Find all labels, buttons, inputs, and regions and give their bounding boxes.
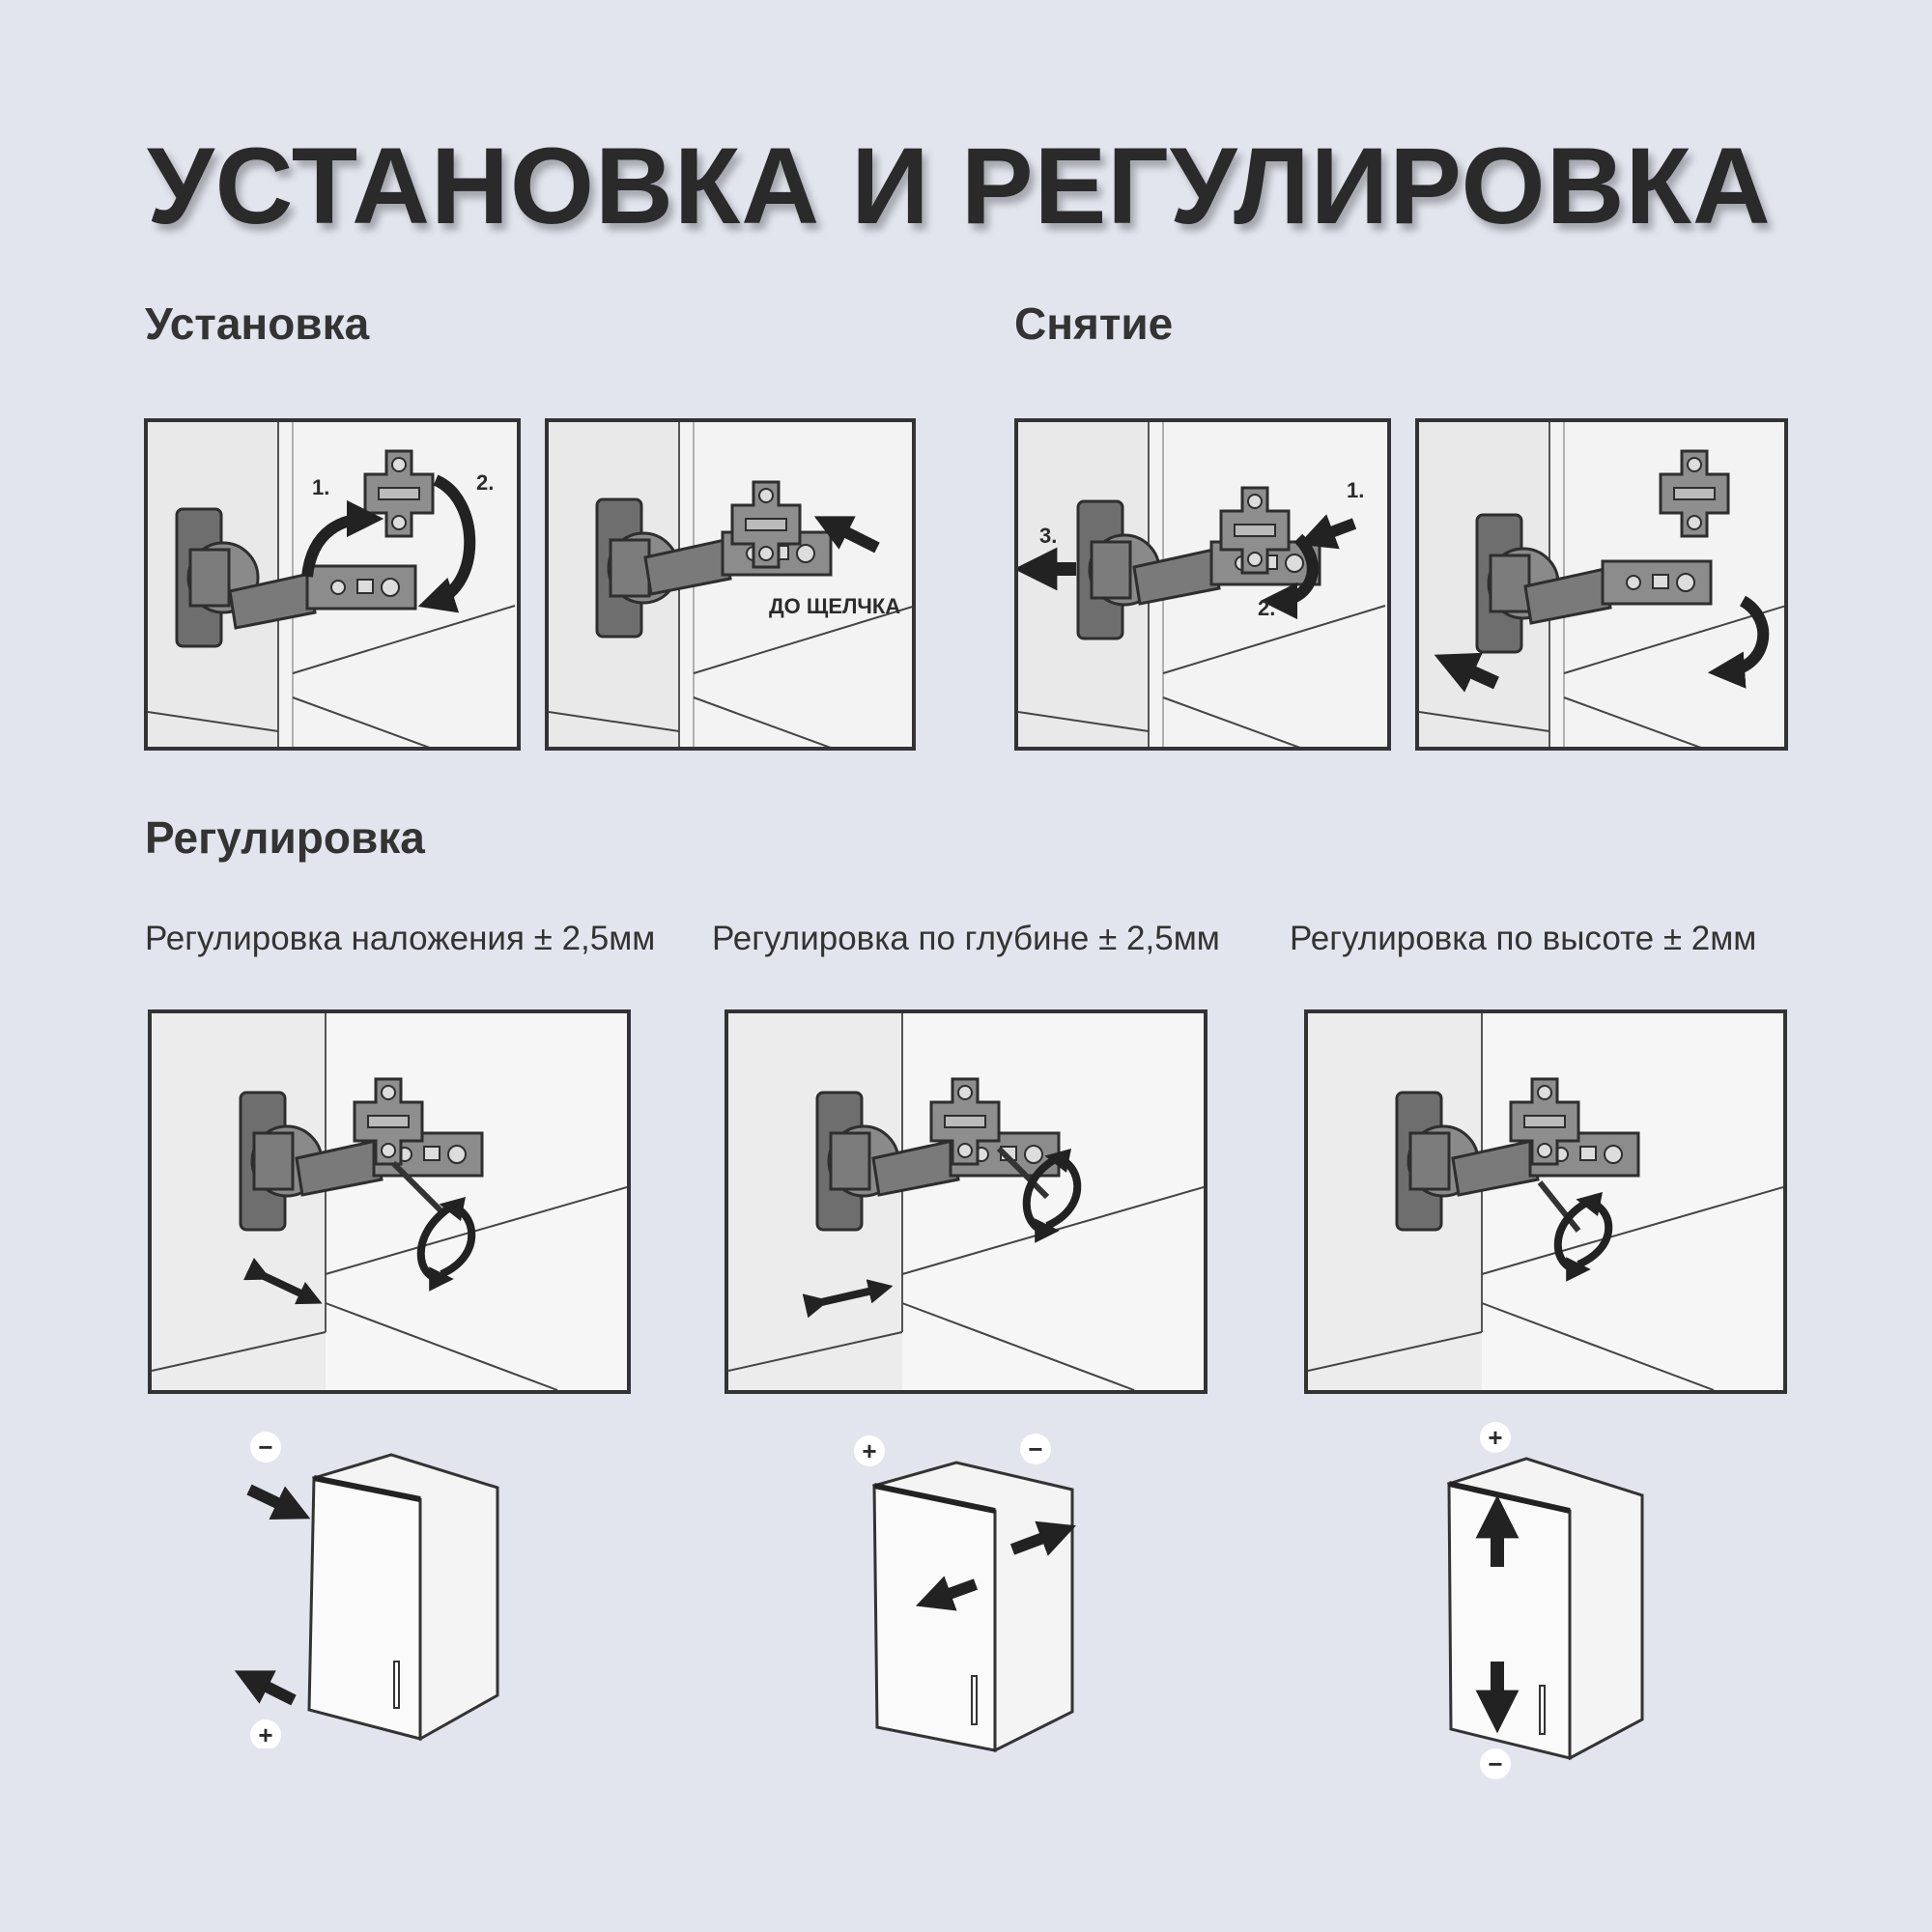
click-label: ДО ЩЕЛЧКА [769,594,901,618]
install-step-panel-2 [545,418,916,751]
removal-step-panel-2 [1415,418,1788,751]
install-step1-label: 1. [312,475,330,499]
overlay-cabinet-diagram [232,1420,522,1748]
section-install-heading: Установка [145,298,370,349]
height-cabinet-diagram [1439,1410,1671,1787]
height-adjust-panel [1304,1009,1787,1394]
height-plus-sign: + [1488,1423,1503,1452]
removal-step3-label: 3. [1039,524,1058,548]
depth-minus-sign: − [1028,1435,1043,1463]
depth-adjust-caption: Регулировка по глубине ± 2,5мм [712,920,1220,957]
removal-step1-label: 1. [1347,478,1365,502]
install-step-panel-1 [144,418,521,751]
depth-plus-sign: + [862,1436,877,1465]
install-step2-label: 2. [476,470,495,495]
section-removal-heading: Снятие [1014,298,1174,349]
overlay-adjust-caption: Регулировка наложения ± 2,5мм [145,920,656,957]
height-minus-sign: − [1488,1749,1503,1778]
removal-step2-label: 2. [1258,596,1276,620]
section-adjust-heading: Регулировка [145,812,425,863]
depth-cabinet-diagram [840,1420,1092,1758]
page-title: УСТАНОВКА И РЕГУЛИРОВКА [147,126,1772,246]
overlay-plus-sign: + [258,1720,273,1748]
overlay-minus-sign: − [258,1433,273,1462]
removal-step-panel-1 [1014,418,1391,751]
height-adjust-caption: Регулировка по высоте ± 2мм [1290,920,1757,957]
depth-adjust-panel [724,1009,1208,1394]
overlay-adjust-panel [148,1009,631,1394]
